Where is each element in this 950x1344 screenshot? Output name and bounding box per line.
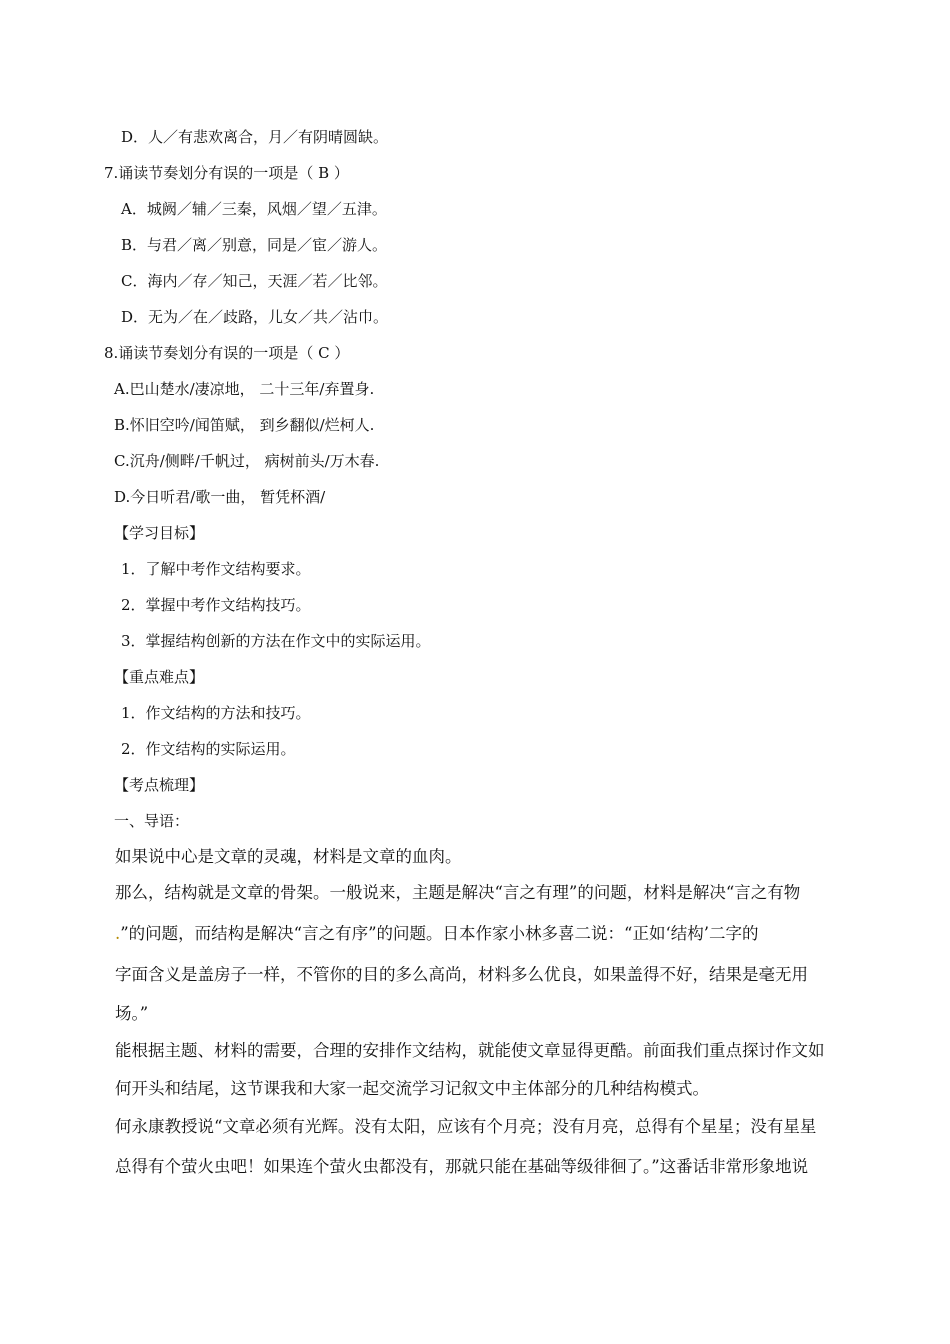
intro-label: 一、导语： — [114, 812, 190, 830]
q7-option-a: A．城阙／辅／三秦，风烟／望／五津。 — [121, 200, 387, 218]
key-point-item-2: 2．作文结构的实际运用。 — [121, 740, 296, 758]
review-heading: 【考点梳理】 — [114, 776, 205, 794]
key-point-item-1: 1．作文结构的方法和技巧。 — [121, 704, 311, 722]
q8-option-a: A.巴山楚水/凄凉地， 二十三年/弃置身. — [114, 380, 375, 398]
body-line-3 — [115, 924, 758, 944]
body-line-5: 场。” — [115, 1004, 149, 1023]
objective-item-1: 1．了解中考作文结构要求。 — [121, 560, 311, 578]
body-line-2: 那么，结构就是文章的骨架。一般说来，主题是解决“言之有理”的问题，材料是解决“言之有物 — [115, 883, 801, 902]
body-line-6: 能根据主题、材料的需要，合理的安排作文结构，就能使文章显得更酷。前面我们重点探讨作文如 — [115, 1041, 825, 1060]
objectives-heading: 【学习目标】 — [114, 524, 205, 542]
q7-option-b: B．与君／离／别意，同是／宦／游人。 — [121, 236, 388, 254]
q8-question: 8.诵读节奏划分有误的一项是（ C ） — [104, 344, 350, 362]
body-line-8: 何永康教授说“文章必须有光辉。没有太阳，应该有个月亮；没有月亮，总得有个星星；没有星星 — [115, 1117, 817, 1136]
edit-marker: . — [115, 924, 121, 943]
key-points-heading: 【重点难点】 — [114, 668, 205, 686]
objective-item-3: 3．掌握结构创新的方法在作文中的实际运用。 — [121, 632, 431, 650]
q7-option-c: C．海内／存／知己，天涯／若／比邻。 — [121, 272, 388, 290]
body-line-3-text: ”的问题，而结构是解决“言之有序”的问题。日本作家小林多喜二说：“正如‘结构’二字的 — [120, 924, 759, 943]
body-line-7: 何开头和结尾，这节课我和大家一起交流学习记叙文中主体部分的几种结构模式。 — [115, 1079, 709, 1098]
q8-option-b: B.怀旧空吟/闻笛赋， 到乡翻似/烂柯人. — [114, 416, 375, 434]
body-line-1: 如果说中心是文章的灵魂，材料是文章的血肉。 — [115, 847, 462, 866]
objective-item-2: 2．掌握中考作文结构技巧。 — [121, 596, 311, 614]
q7-question: 7.诵读节奏划分有误的一项是（ B ） — [104, 164, 349, 182]
q7-option-d: D．无为／在／歧路，儿女／共／沾巾。 — [121, 308, 389, 326]
q8-option-c: C.沉舟/侧畔/千帆过， 病树前头/万木春. — [114, 452, 380, 470]
body-line-4: 字面含义是盖房子一样，不管你的目的多么高尚，材料多么优良，如果盖得不好，结果是毫无用 — [115, 965, 808, 984]
body-line-9: 总得有个萤火虫吧！如果连个萤火虫都没有，那就只能在基础等级徘徊了。”这番话非常形象地说 — [115, 1157, 809, 1176]
q6-option-d: D．人／有悲欢离合，月／有阴晴圆缺。 — [121, 128, 389, 146]
q8-option-d: D.今日听君/歌一曲， 暂凭杯酒/ — [114, 488, 326, 506]
